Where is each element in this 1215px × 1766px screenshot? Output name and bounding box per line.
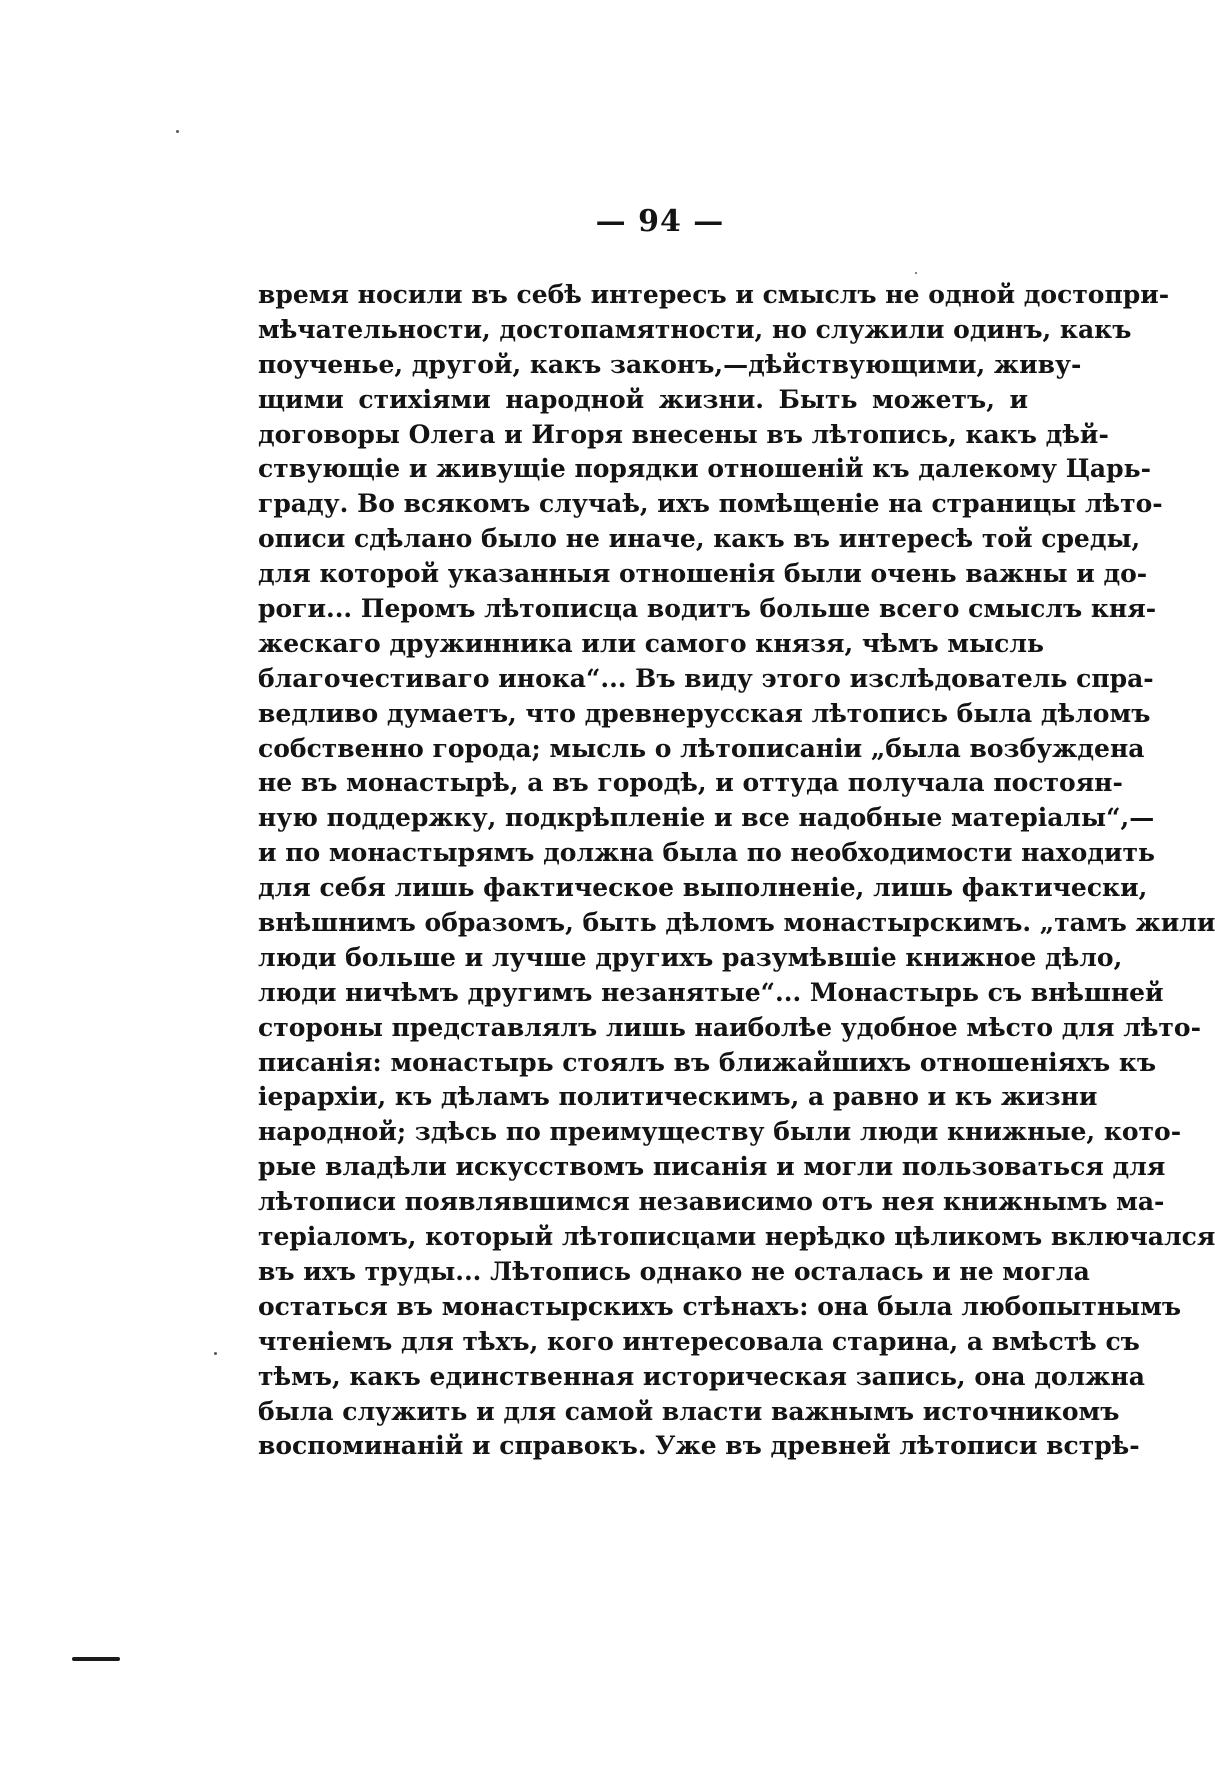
text-line: роги... Перомъ лѣтописца водитъ больше всего смыслъ кня- bbox=[258, 594, 1157, 624]
text-line: жескаго дружинника или самого князя, чѣмъ мысль bbox=[258, 628, 1044, 658]
text-line: граду. Во всякомъ случаѣ, ихъ помѣщеніе на страницы лѣто- bbox=[258, 489, 1163, 519]
text-line: люди ничѣмъ другимъ незанятые“... Монастырь съ внѣшней bbox=[258, 977, 1164, 1007]
text-line: рые владѣли искусствомъ писанія и могли пользоваться для bbox=[258, 1152, 1166, 1182]
text-line: іерархіи, къ дѣламъ политическимъ, а равно и къ жизни bbox=[258, 1082, 1098, 1112]
text-line: внѣшнимъ образомъ, быть дѣломъ монастырскимъ. „тамъ жили bbox=[258, 908, 1215, 938]
text-line: для которой указанныя отношенія были очень важны и до- bbox=[258, 559, 1148, 589]
text-line: и по монастырямъ должна была по необходимости находить bbox=[258, 838, 1155, 868]
text-line: для себя лишь фактическое выполненіе, лишь фактически, bbox=[258, 873, 1148, 903]
text-line: время носили въ себѣ интересъ и смыслъ не одной достопри- bbox=[258, 280, 1170, 309]
scan-speck bbox=[915, 272, 917, 274]
text-line: народной; здѣсь по преимуществу были люди книжные, кото- bbox=[258, 1117, 1182, 1147]
text-line: описи сдѣлано было не иначе, какъ въ интересѣ той среды, bbox=[258, 524, 1141, 554]
text-line: ствующіе и живущіе порядки отношеній къ далекому Царь- bbox=[258, 454, 1151, 484]
text-line: договоры Олега и Игоря внесены въ лѣтопись, какъ дѣй- bbox=[258, 419, 1109, 449]
scan-speck bbox=[214, 1352, 217, 1355]
text-line: стороны представлялъ лишь наиболѣе удобное мѣсто для лѣто- bbox=[258, 1012, 1201, 1042]
text-line: писанія: монастырь стоялъ въ ближайшихъ отношеніяхъ къ bbox=[258, 1047, 1157, 1077]
text-line: щими стихіями народной жизни. Быть можетъ, и bbox=[258, 384, 1028, 414]
text-line: мѣчательности, достопамятности, но служили одинъ, какъ bbox=[258, 314, 1132, 344]
text-line: благочестиваго инока“... Въ виду этого изслѣдователь спра- bbox=[258, 663, 1154, 693]
text-line: люди больше и лучше другихъ разумѣвшіе книжное дѣло, bbox=[258, 942, 1123, 972]
text-line: въ ихъ труды... Лѣтопись однако не осталась и не могла bbox=[258, 1256, 1090, 1286]
text-line: тѣмъ, какъ единственная историческая запись, она должна bbox=[258, 1361, 1145, 1391]
text-line: собственно города; мысль о лѣтописаніи „была возбуждена bbox=[258, 733, 1145, 763]
text-line: чтеніемъ для тѣхъ, кого интересовала старина, а вмѣстѣ съ bbox=[258, 1326, 1140, 1356]
scan-speck bbox=[176, 130, 179, 133]
text-line: была служить и для самой власти важнымъ источникомъ bbox=[258, 1396, 1120, 1426]
text-line: лѣтописи появлявшимся независимо отъ нея книжнымъ ма- bbox=[258, 1187, 1165, 1217]
text-line: ведливо думаетъ, что древнерусская лѣтопись была дѣломъ bbox=[258, 698, 1151, 728]
text-line: воспоминаній и справокъ. Уже въ древней лѣтописи встрѣ- bbox=[258, 1431, 1140, 1461]
margin-ink-mark bbox=[72, 1657, 120, 1661]
text-line: поученье, другой, какъ законъ,—дѣйствующими, живу- bbox=[258, 349, 1082, 379]
page-number: — 94 — bbox=[595, 204, 725, 239]
text-line: ную поддержку, подкрѣпленіе и все надобные матеріалы“,— bbox=[258, 803, 1155, 833]
body-text bbox=[258, 278, 1215, 1464]
text-line: остаться въ монастырскихъ стѣнахъ: она была любопытнымъ bbox=[258, 1291, 1182, 1321]
text-line: не въ монастырѣ, а въ городѣ, и оттуда получала постоян- bbox=[258, 768, 1123, 798]
text-line: теріаломъ, который лѣтописцами нерѣдко цѣликомъ включался bbox=[258, 1222, 1215, 1252]
